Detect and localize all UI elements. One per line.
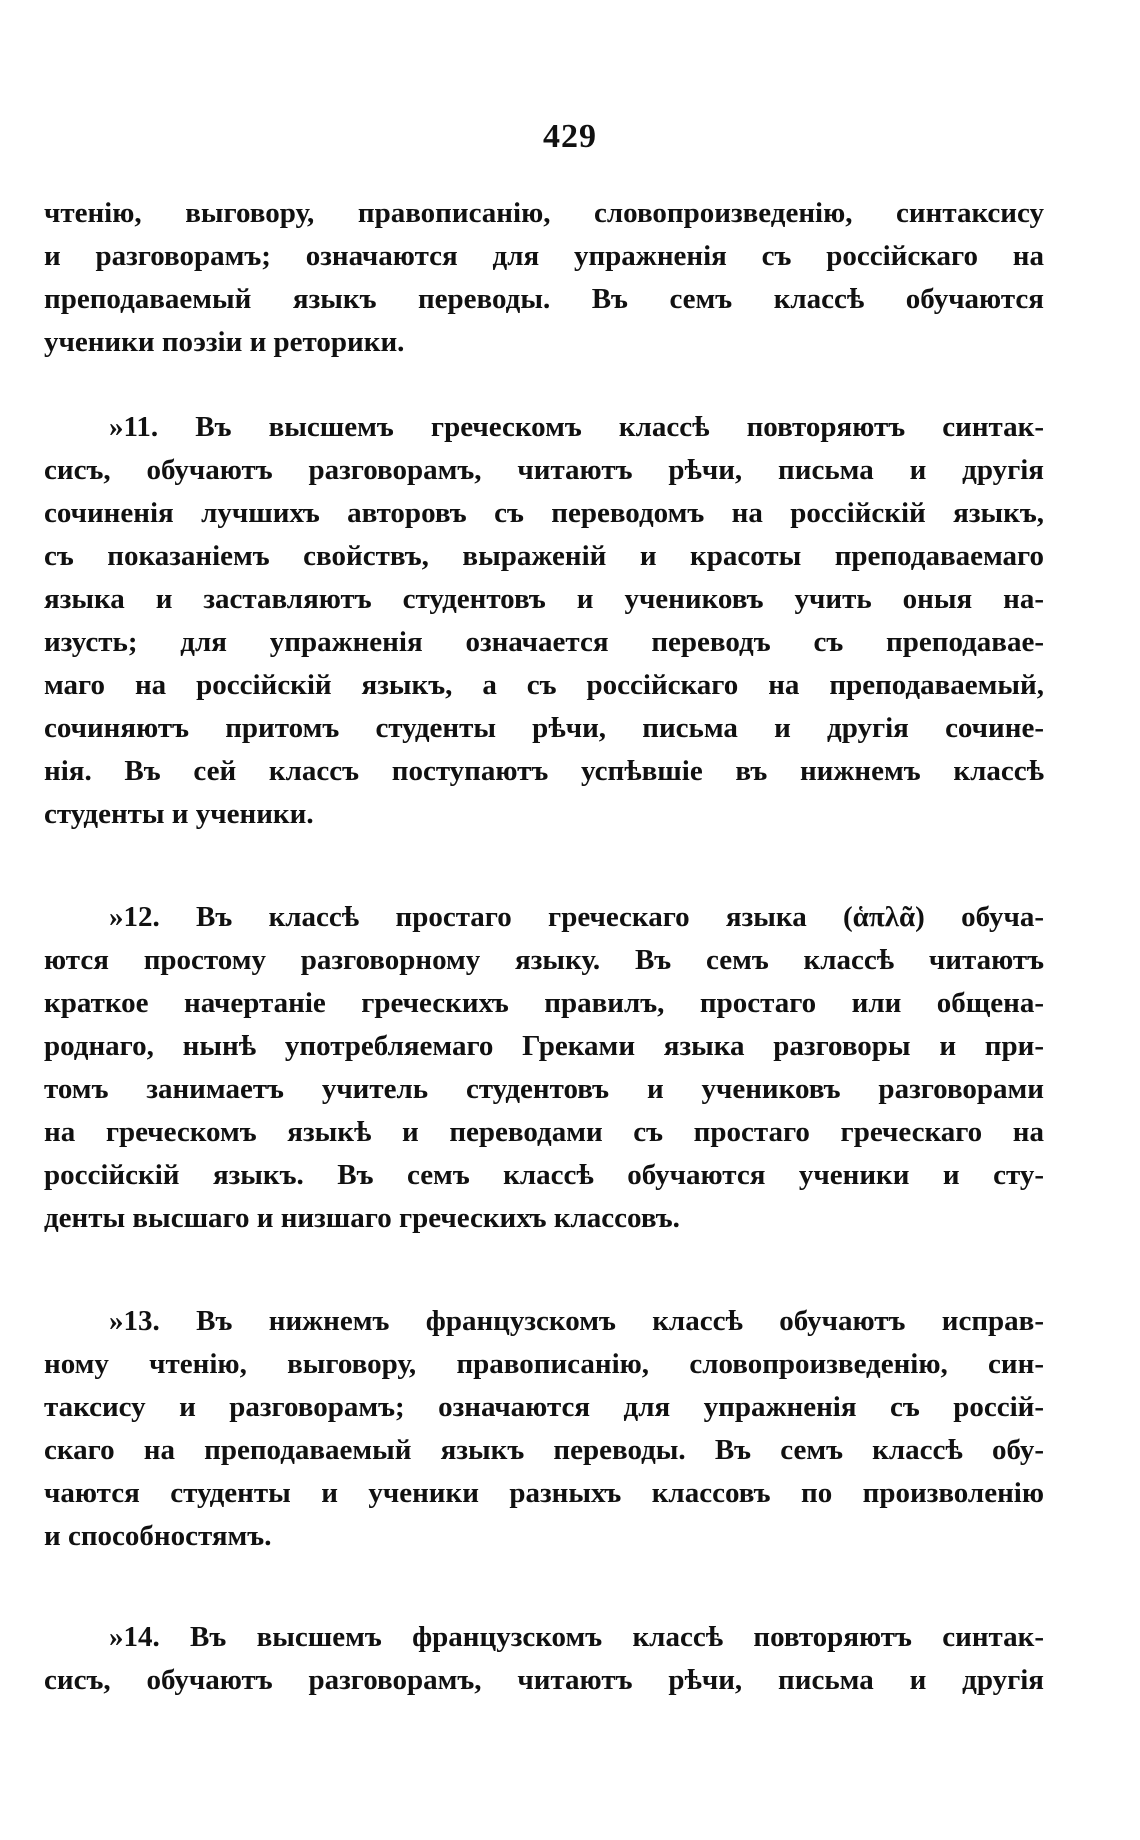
text-line: ются простому разговорному языку. Въ семъ классѣ читаютъ bbox=[44, 944, 1044, 976]
paragraph-continuation bbox=[44, 192, 1044, 364]
text-line: »12. Въ классѣ простаго греческаго языка (ἁπλᾶ) обуча- bbox=[109, 901, 1044, 933]
text-line: скаго на преподаваемый языкъ переводы. Въ семъ классѣ обу- bbox=[44, 1434, 1044, 1466]
text-line: ученики поэзіи и реторики. bbox=[44, 326, 405, 358]
text-line: сочиненія лучшихъ авторовъ съ переводомъ на россійскій языкъ, bbox=[44, 497, 1044, 529]
text-line: преподаваемый языкъ переводы. Въ семъ классѣ обучаются bbox=[44, 283, 1044, 315]
text-line: и разговорамъ; означаются для упражненія съ россійскаго на bbox=[44, 240, 1044, 272]
text-line: ному чтенію, выговору, правописанію, словопроизведенію, син- bbox=[44, 1348, 1044, 1380]
text-line: »13. Въ нижнемъ французскомъ классѣ обучаютъ исправ- bbox=[109, 1305, 1044, 1337]
text-line: маго на россійскій языкъ, а съ россійскаго на преподаваемый, bbox=[44, 669, 1044, 701]
text-line: таксису и разговорамъ; означаются для упражненія съ россій- bbox=[44, 1391, 1044, 1423]
text-line: денты высшаго и низшаго греческихъ классовъ. bbox=[44, 1202, 680, 1234]
text-line: сисъ, обучаютъ разговорамъ, читаютъ рѣчи, письма и другія bbox=[44, 454, 1044, 486]
text-line: языка и заставляютъ студентовъ и учениковъ учить оныя на- bbox=[44, 583, 1044, 615]
text-line: »11. Въ высшемъ греческомъ классѣ повторяютъ синтак- bbox=[109, 411, 1044, 443]
text-line: сочиняютъ притомъ студенты рѣчи, письма и другія сочине- bbox=[44, 712, 1044, 744]
text-line: изусть; для упражненія означается переводъ съ преподавае- bbox=[44, 626, 1044, 658]
paragraph-12 bbox=[44, 896, 1044, 1240]
text-line: »14. Въ высшемъ французскомъ классѣ повторяютъ синтак- bbox=[109, 1621, 1044, 1653]
text-line: и способностямъ. bbox=[44, 1520, 272, 1552]
text-line: россійскій языкъ. Въ семъ классѣ обучаются ученики и сту- bbox=[44, 1159, 1044, 1191]
text-line: роднаго, нынѣ употребляемаго Греками языка разговоры и при- bbox=[44, 1030, 1044, 1062]
text-line: краткое начертаніе греческихъ правилъ, простаго или общена- bbox=[44, 987, 1044, 1019]
page-number: 429 bbox=[543, 118, 597, 155]
text-line: чаются студенты и ученики разныхъ классовъ по произволенію bbox=[44, 1477, 1044, 1509]
text-line: томъ занимаетъ учитель студентовъ и учениковъ разговорами bbox=[44, 1073, 1044, 1105]
text-line: сисъ, обучаютъ разговорамъ, читаютъ рѣчи, письма и другія bbox=[44, 1664, 1044, 1696]
text-line: нія. Въ сей классъ поступаютъ успѣвшіе въ нижнемъ классѣ bbox=[44, 755, 1044, 787]
text-line: студенты и ученики. bbox=[44, 798, 314, 830]
text-line: чтенію, выговору, правописанію, словопроизведенію, синтаксису bbox=[44, 197, 1044, 229]
paragraph-11 bbox=[44, 406, 1044, 836]
paragraph-14 bbox=[44, 1616, 1044, 1702]
paragraph-13 bbox=[44, 1300, 1044, 1558]
text-line: съ показаніемъ свойствъ, выраженій и красоты преподаваемаго bbox=[44, 540, 1044, 572]
text-line: на греческомъ языкѣ и переводами съ простаго греческаго на bbox=[44, 1116, 1044, 1148]
